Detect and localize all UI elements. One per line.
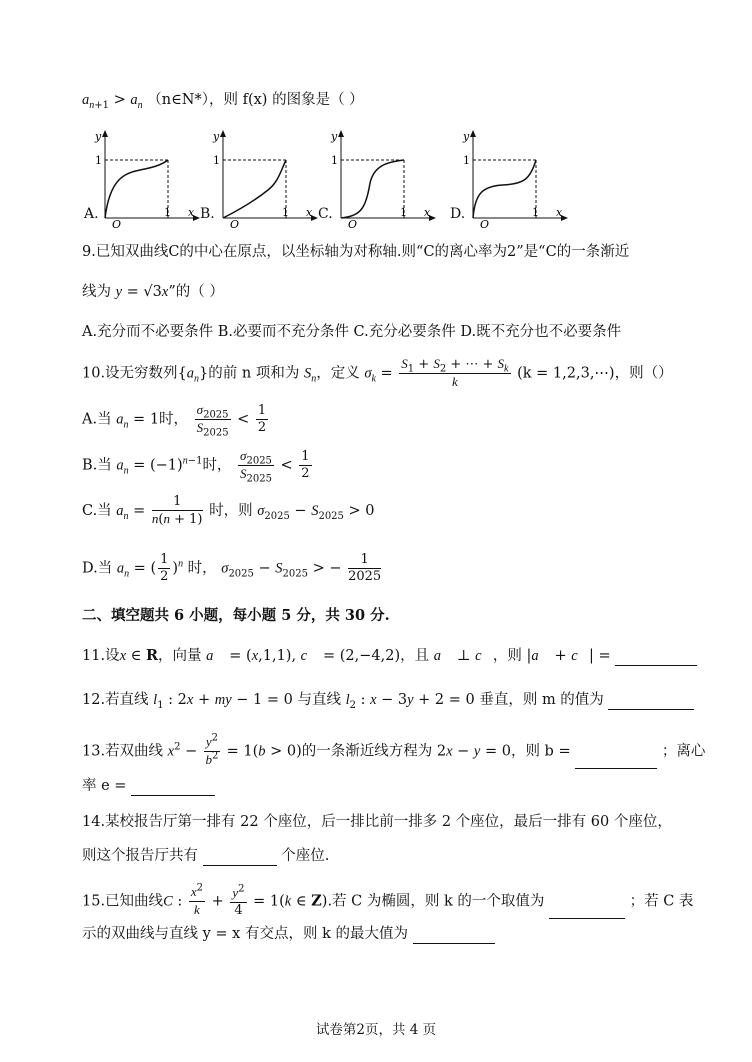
graph-b — [208, 128, 318, 231]
q9-line2: 线为 y = √3x”的（ ） — [82, 284, 224, 300]
graph-a — [90, 128, 200, 231]
svg-text:x: x — [556, 206, 563, 219]
q15-k-blank[interactable] — [549, 902, 625, 919]
q10-option-b: B.当 $a_n = (-1)^{n-1}$时， $\frac{\sigma_{2025}}{S_{2025}}$ < $\frac{1}{2}$ — [82, 448, 310, 485]
svg-text:x: x — [306, 206, 313, 219]
q13-e-blank[interactable] — [131, 779, 215, 796]
q11: 11.设x ∈ R，向量 a⃗ = (x,1,1), c⃗ = (2,−4,2)，且 a⃗ ⊥ c⃗，则 |a⃗ + c⃗| = — [82, 646, 697, 666]
q12: 12.若直线 $l_1$ : 2x + my − 1 = 0 与直线 $l_2$ : x − 3y + 2 = 0 垂直，则 m 的值为 — [82, 690, 694, 710]
svg-text:O: O — [112, 218, 122, 231]
svg-text:1: 1 — [400, 206, 407, 219]
section-title: 二、填空题共 6 小题，每小题 5 分，共 30 分. — [82, 607, 390, 624]
svg-text:O: O — [480, 218, 490, 231]
choice-d-label: D. — [450, 206, 466, 222]
choice-b-label: B. — [200, 206, 215, 222]
q10-stem: 10.设无穷数列$\{a_n\}$的前 n 项和为 $S_n$，定义 $\sigma_k$ = $\frac{S_1 + S_2 + \cdots + S_k}{k}$ (k = 1,2,3,⋯)，则（） — [82, 356, 673, 389]
q15-max-blank[interactable] — [413, 927, 495, 944]
q9-options: A.充分而不必要条件 B.必要而不充分条件 C.充分必要条件 D.既不充分也不必要条件 — [82, 324, 622, 340]
svg-text:1: 1 — [532, 206, 539, 219]
q10-option-d: D.当 $a_n$ = ( $\frac{1}{2}$ )$^n$ 时， $\sigma_{2025} - S_{2025}$ > − $\frac{1}{2025}$ — [82, 552, 382, 584]
q10-option-a: A.当 $a_n = 1$时， $\frac{\sigma_{2025}}{S_{2025}}$ < $\frac{1}{2}$ — [82, 402, 267, 439]
q13-b-blank[interactable] — [575, 752, 657, 769]
q15-line1: 15.已知曲线C : $\frac{x^2}{k}$ + $\frac{y^2}{4}$ = 1(k ∈ Z).若 C 为椭圆，则 k 的一个取值为 ；若 C 表 — [82, 882, 694, 918]
svg-text:1: 1 — [331, 154, 338, 167]
page-footer: 试卷第2页，共 4 页 — [315, 1022, 437, 1038]
choice-c-label: C. — [318, 206, 333, 222]
svg-text:y: y — [463, 130, 470, 143]
q9-line1: 9.已知双曲线C的中心在原点，以坐标轴为对称轴.则“C的离心率为2”是“C的一条渐近 — [82, 244, 630, 260]
q13: 13.若双曲线 $x^2$ − $\frac{y^2}{b^2}$ = 1(b > 0)的一条渐近线方程为 2x − y = 0，则 b = ；离心 — [82, 732, 706, 767]
svg-text:O: O — [230, 218, 240, 231]
q10-option-c: C.当 $a_n$ = $\frac{1}{n(n + 1)}$ 时，则 $\sigma_{2025} - S_{2025} > 0$ — [82, 494, 375, 527]
q14-answer-blank[interactable] — [203, 849, 277, 866]
svg-text:1: 1 — [213, 154, 220, 167]
svg-text:x: x — [424, 206, 431, 219]
svg-text:x: x — [188, 206, 195, 219]
svg-text:y: y — [95, 130, 102, 143]
svg-text:O: O — [348, 218, 358, 231]
q8-condition: $a_{n+1} > a_n$ （n∈N*），则 f(x) 的图象是（ ） — [82, 92, 364, 111]
choice-a-label: A. — [84, 206, 99, 222]
svg-text:1: 1 — [463, 154, 470, 167]
graph-c — [326, 128, 436, 231]
svg-text:1: 1 — [95, 154, 102, 167]
q14-line1: 14.某校报告厅第一排有 22 个座位，后一排比前一排多 2 个座位，最后一排有 60 个座位， — [82, 814, 672, 830]
q14-line2: 则这个报告厅共有 个座位. — [82, 848, 330, 864]
svg-text:1: 1 — [164, 206, 171, 219]
svg-text:y: y — [331, 130, 338, 143]
svg-text:y: y — [213, 130, 220, 143]
q13-line2: 率 e = — [82, 776, 215, 796]
q12-answer-blank[interactable] — [608, 693, 694, 710]
q11-answer-blank[interactable] — [615, 649, 697, 666]
q15-line2: 示的双曲线与直线 y = x 有交点，则 k 的最大值为 — [82, 924, 495, 944]
svg-text:1: 1 — [282, 206, 289, 219]
graph-d — [458, 128, 568, 231]
